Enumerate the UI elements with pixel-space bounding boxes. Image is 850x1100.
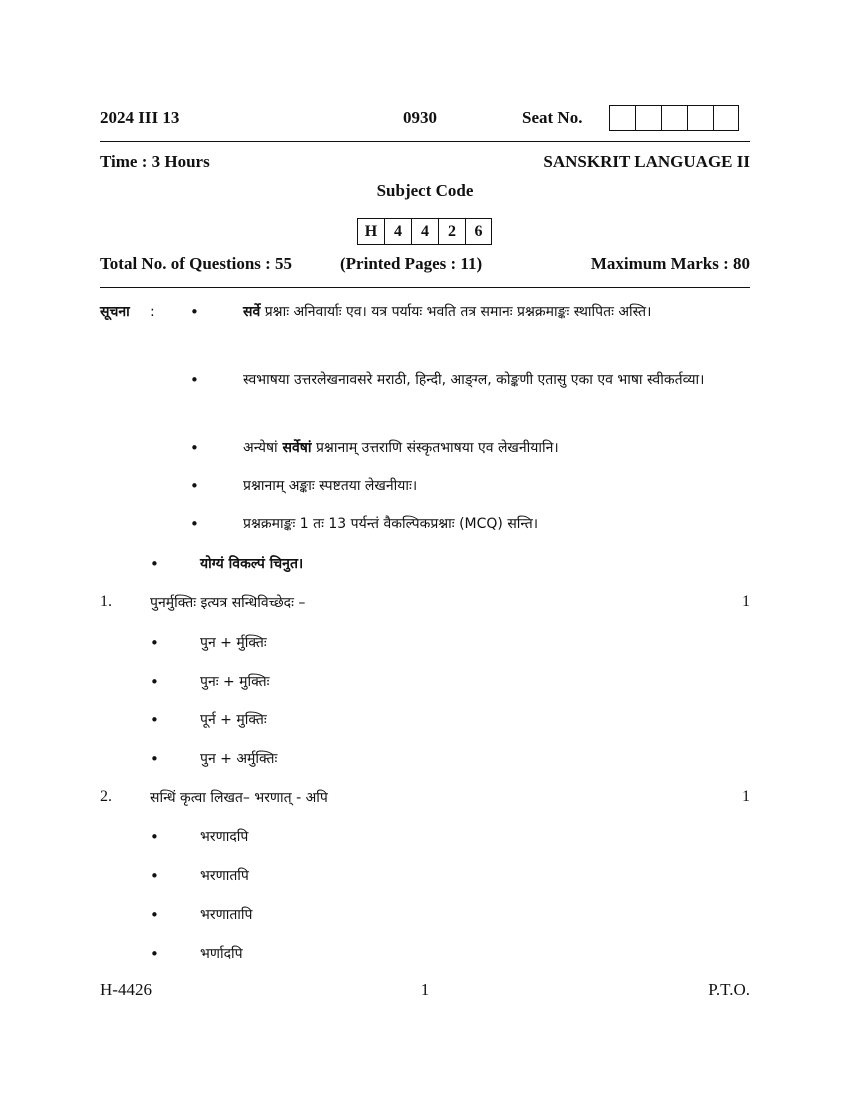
- mcq-option[interactable]: पुन + र्मुक्तिः: [200, 635, 267, 651]
- bullet-icon: •: [190, 439, 199, 457]
- instruction-text: प्रश्नाः अनिवार्याः एव। यत्र पर्यायः भवति तत्र समानः प्रश्नक्रमाङ्कः स्थापितः अस्ति।: [260, 304, 652, 320]
- subject-code-boxes: [357, 218, 492, 245]
- paper-code: 0930: [403, 108, 437, 127]
- seat-box[interactable]: [661, 105, 687, 131]
- header-rule: [100, 287, 750, 288]
- subject-code-char: 6: [465, 218, 492, 245]
- printed-pages: (Printed Pages : 11): [340, 254, 483, 273]
- subject-code-char: H: [357, 218, 384, 245]
- bullet-icon: •: [150, 555, 159, 573]
- question-number: 2.: [100, 788, 112, 805]
- exam-code: 2024 III 13: [100, 108, 180, 127]
- seat-label: Seat No.: [522, 108, 583, 127]
- bullet-icon: •: [150, 867, 159, 885]
- subject-title: SANSKRIT LANGUAGE II: [543, 152, 750, 171]
- instruction-text: प्रश्नानाम् उत्तराणि संस्कृतभाषया एव लेखनीयानि।: [311, 440, 559, 456]
- bullet-icon: •: [150, 906, 159, 924]
- bullet-icon: •: [150, 634, 159, 652]
- bullet-icon: •: [190, 515, 199, 533]
- page-number: 1: [420, 980, 430, 999]
- bullet-icon: •: [150, 828, 159, 846]
- question-marks: 1: [742, 593, 750, 610]
- instruction-item: [243, 510, 751, 539]
- header-rule: [100, 141, 750, 142]
- mcq-option[interactable]: पूर्न + मुक्तिः: [200, 712, 267, 728]
- instruction-text: प्रश्नक्रमाङ्कः 1 तः 13 पर्यन्तं वैकल्पिकप्रश्नाः (MCQ) सन्ति।: [243, 516, 539, 532]
- instruction-text: प्रश्नानाम् अङ्काः स्पष्टतया लेखनीयाः।: [243, 478, 418, 494]
- seat-box[interactable]: [635, 105, 661, 131]
- seat-box[interactable]: [713, 105, 739, 131]
- exam-time: Time : 3 Hours: [100, 152, 210, 171]
- total-questions: Total No. of Questions : 55: [100, 254, 293, 273]
- footer-paper-code: H-4426: [100, 980, 152, 999]
- subject-code-char: 4: [384, 218, 411, 245]
- question-marks: 1: [742, 788, 750, 805]
- instruction-bold-mid: सर्वेषां: [277, 440, 312, 456]
- subject-code-char: 2: [438, 218, 465, 245]
- instructions-label: सूचना: [100, 304, 130, 320]
- subject-code-label: Subject Code: [376, 181, 474, 200]
- seat-box[interactable]: [687, 105, 713, 131]
- instruction-item: [243, 434, 751, 463]
- seat-number-boxes[interactable]: [609, 105, 739, 131]
- instruction-item: [243, 298, 751, 327]
- instructions-colon: :: [150, 304, 155, 320]
- bullet-icon: •: [150, 711, 159, 729]
- mcq-option[interactable]: पुनः + मुक्तिः: [200, 674, 270, 690]
- bullet-icon: •: [150, 945, 159, 963]
- please-turn-over: P.T.O.: [708, 980, 750, 999]
- mcq-option[interactable]: भरणादपि: [200, 829, 249, 845]
- question-number: 1.: [100, 593, 112, 610]
- subject-code-char: 4: [411, 218, 438, 245]
- bullet-icon: •: [150, 673, 159, 691]
- instruction-bold-lead: सर्वे: [243, 304, 261, 320]
- instruction-text: अन्येषां: [243, 440, 278, 456]
- instruction-text: स्वभाषया उत्तरलेखनावसरे मराठी, हिन्दी, आङ्ग्ल, कोङ्कणी एतासु एका एव भाषा स्वीकर्तव्या।: [243, 372, 705, 388]
- bullet-icon: •: [190, 371, 199, 389]
- instruction-item: [243, 472, 751, 501]
- mcq-option[interactable]: भर्णादपि: [200, 946, 243, 962]
- maximum-marks: Maximum Marks : 80: [590, 254, 750, 273]
- mcq-option[interactable]: पुन + अर्मुक्तिः: [200, 751, 278, 767]
- question-text: पुनर्मुक्तिः इत्यत्र सन्धिविच्छेदः –: [150, 595, 306, 611]
- mcq-option[interactable]: भरणातपि: [200, 868, 249, 884]
- bullet-icon: •: [190, 303, 199, 321]
- section-heading: योग्यं विकल्पं चिनुत।: [200, 556, 304, 572]
- question-text: सन्धिं कृत्वा लिखत– भरणात् - अपि: [150, 790, 328, 806]
- bullet-icon: •: [190, 477, 199, 495]
- mcq-option[interactable]: भरणातापि: [200, 907, 253, 923]
- seat-box[interactable]: [609, 105, 635, 131]
- bullet-icon: •: [150, 750, 159, 768]
- instruction-item: [243, 366, 751, 395]
